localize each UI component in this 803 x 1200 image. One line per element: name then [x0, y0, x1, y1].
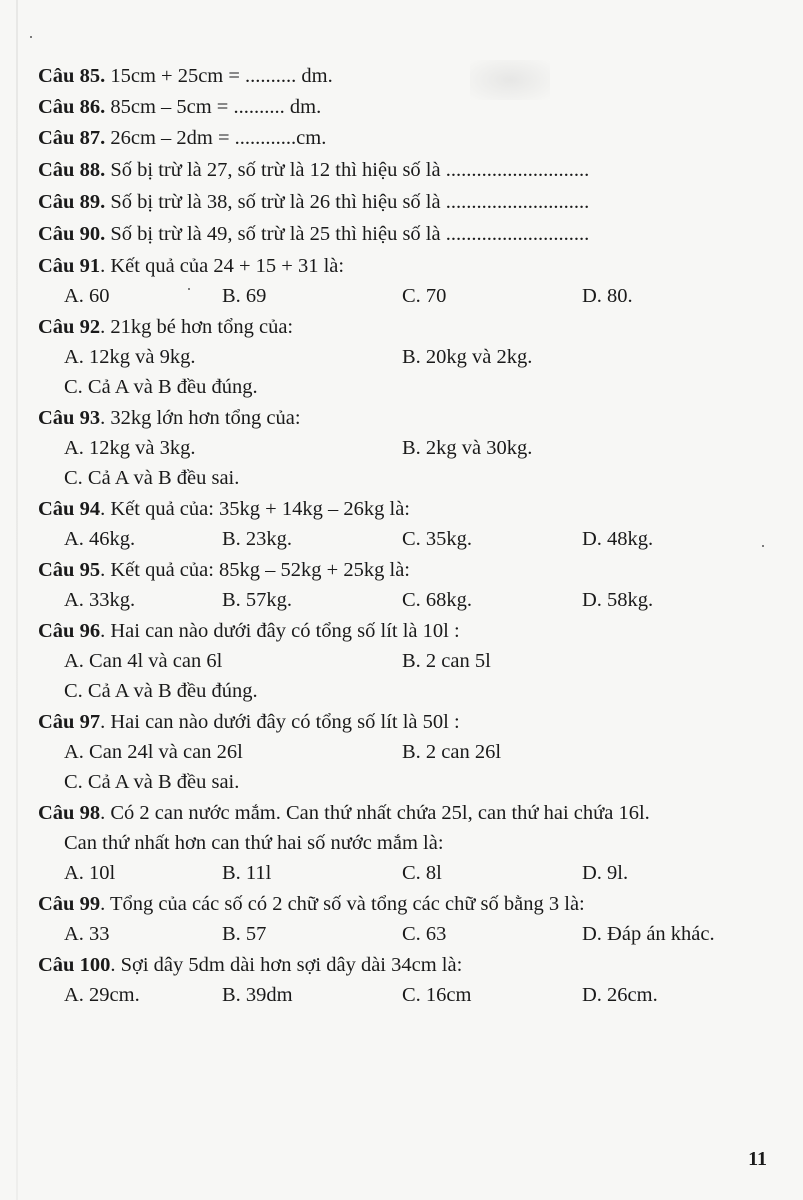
question-number: Câu 87. [38, 127, 106, 149]
option-a: A. 12kg và 3kg. [64, 437, 196, 459]
option-b: B. 2kg và 30kg. [402, 437, 533, 459]
option-b: B. 57 [222, 923, 267, 945]
speck [188, 288, 190, 290]
speck [30, 36, 32, 38]
question-91 [38, 254, 344, 278]
question-92 [38, 315, 293, 339]
question-number: Câu 97 [38, 711, 101, 733]
speck [762, 545, 764, 547]
question-text: 26cm – 2dm = ............cm. [105, 127, 327, 149]
option-d: D. 58kg. [582, 589, 654, 611]
option-d: D. 80. [582, 285, 633, 307]
question-94 [38, 497, 410, 521]
option-a: A. 12kg và 9kg. [64, 346, 196, 368]
faded-mark [470, 60, 550, 100]
question-number: Câu 88. [38, 159, 106, 181]
question-text: . Tổng của các số có 2 chữ số và tổng các chữ số bằng 3 là: [100, 893, 585, 915]
question-number: Câu 85. [38, 65, 106, 87]
page-number: 11 [748, 1148, 767, 1170]
question-text: . 21kg bé hơn tổng của: [100, 316, 294, 338]
question-text: . Sợi dây 5dm dài hơn sợi dây dài 34cm là: [110, 954, 463, 976]
question-text: . Kết quả của 24 + 15 + 31 là: [100, 255, 345, 277]
question-95 [38, 558, 410, 582]
question-text: 85cm – 5cm = .......... dm. [105, 96, 322, 118]
question-number: Câu 98 [38, 802, 101, 824]
question-number: Câu 90. [38, 223, 106, 245]
question-93 [38, 406, 301, 430]
option-b: B. 11l [222, 862, 272, 884]
option-c: C. 63 [402, 923, 447, 945]
option-a: A. 46kg. [64, 528, 136, 550]
question-text: . Hai can nào dưới đây có tổng số lít là 50l : [100, 711, 460, 733]
question-text: . Có 2 can nước mắm. Can thứ nhất chứa 25l, can thứ hai chứa 16l. [100, 802, 650, 824]
question-number: Câu 94 [38, 498, 101, 520]
option-c: C. 8l [402, 862, 442, 884]
option-b: B. 20kg và 2kg. [402, 346, 533, 368]
question-90 [38, 222, 589, 246]
option-d: D. Đáp án khác. [582, 923, 715, 945]
option-d: D. 48kg. [582, 528, 654, 550]
option-c: C. Cả A và B đều đúng. [64, 680, 258, 702]
question-98 [38, 801, 650, 825]
option-d: D. 26cm. [582, 984, 658, 1006]
option-a: A. 33 [64, 923, 110, 945]
option-c: C. 16cm [402, 984, 472, 1006]
option-c: C. Cả A và B đều đúng. [64, 376, 258, 398]
question-text: Số bị trừ là 27, số trừ là 12 thì hiệu số là ............................ [105, 159, 590, 181]
option-c: C. 35kg. [402, 528, 473, 550]
question-85 [38, 64, 333, 88]
question-97 [38, 710, 460, 734]
question-number: Câu 99 [38, 893, 101, 915]
option-b: B. 57kg. [222, 589, 293, 611]
option-c: C. Cả A và B đều sai. [64, 467, 240, 489]
option-b: B. 39dm [222, 984, 293, 1006]
question-number: Câu 95 [38, 559, 101, 581]
question-99 [38, 892, 585, 916]
question-86 [38, 95, 321, 119]
question-number: Câu 86. [38, 96, 106, 118]
option-b: B. 2 can 26l [402, 741, 502, 763]
question-98-continuation: Can thứ nhất hơn can thứ hai số nước mắm là: [64, 832, 444, 854]
question-text: . Kết quả của: 35kg + 14kg – 26kg là: [100, 498, 410, 520]
question-number: Câu 89. [38, 191, 106, 213]
option-a: A. 29cm. [64, 984, 140, 1006]
question-100 [38, 953, 462, 977]
question-89 [38, 190, 589, 214]
question-87 [38, 126, 326, 150]
option-b: B. 69 [222, 285, 267, 307]
question-number: Câu 91 [38, 255, 101, 277]
option-a: A. 60 [64, 285, 110, 307]
option-c: C. 70 [402, 285, 447, 307]
question-text: Số bị trừ là 49, số trừ là 25 thì hiệu số là ............................ [105, 223, 590, 245]
question-number: Câu 100 [38, 954, 111, 976]
question-text: 15cm + 25cm = .......... dm. [105, 65, 333, 87]
question-number: Câu 93 [38, 407, 101, 429]
option-d: D. 9l. [582, 862, 629, 884]
question-number: Câu 96 [38, 620, 101, 642]
option-a: A. 33kg. [64, 589, 136, 611]
question-text: . 32kg lớn hơn tổng của: [100, 407, 301, 429]
option-a: A. Can 4l và can 6l [64, 650, 223, 672]
question-text: . Kết quả của: 85kg – 52kg + 25kg là: [100, 559, 410, 581]
option-b: B. 23kg. [222, 528, 293, 550]
option-c: C. 68kg. [402, 589, 473, 611]
option-b: B. 2 can 5l [402, 650, 491, 672]
question-96 [38, 619, 460, 643]
question-text: . Hai can nào dưới đây có tổng số lít là 10l : [100, 620, 460, 642]
option-a: A. 10l [64, 862, 116, 884]
question-text: Số bị trừ là 38, số trừ là 26 thì hiệu số là ............................ [105, 191, 590, 213]
question-88 [38, 158, 589, 182]
page-edge [16, 0, 18, 1200]
option-c: C. Cả A và B đều sai. [64, 771, 240, 793]
question-number: Câu 92 [38, 316, 101, 338]
option-a: A. Can 24l và can 26l [64, 741, 243, 763]
